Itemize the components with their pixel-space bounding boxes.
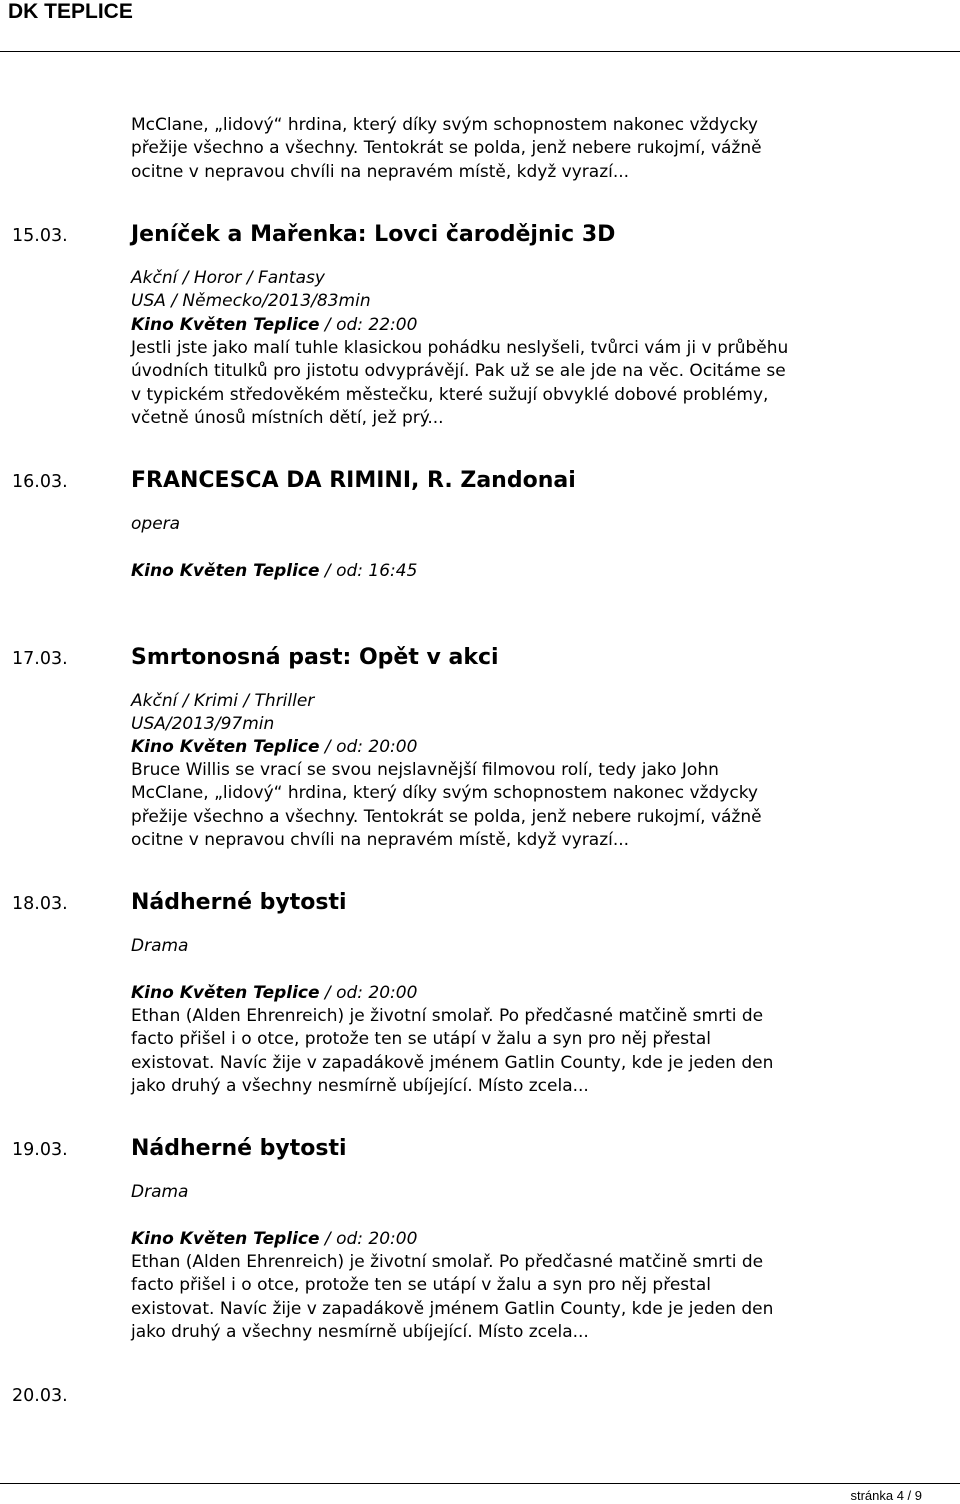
event-genre: opera <box>131 514 181 534</box>
event-time-label: / od: <box>319 1229 369 1249</box>
event-title: FRANCESCA DA RIMINI, R. Zandonai <box>131 468 576 493</box>
event-date: 18.03. <box>12 894 68 914</box>
event-time-label: / od: <box>319 737 369 757</box>
event-venue: Kino Květen Teplice <box>131 561 320 581</box>
event-genre: Drama <box>131 936 189 956</box>
page-number: stránka 4 / 9 <box>850 1488 922 1503</box>
event-genre: Akční / Krimi / Thriller <box>131 691 315 711</box>
event-venue: Kino Květen Teplice <box>131 315 320 335</box>
event-venue: Kino Květen Teplice <box>131 1229 320 1249</box>
event-time: 16:45 <box>368 561 418 581</box>
event-time-label: / od: <box>319 315 369 335</box>
event-venue-line <box>131 982 417 1005</box>
event-time-label: / od: <box>319 561 369 581</box>
event-time-label: / od: <box>319 983 369 1003</box>
event-title: Nádherné bytosti <box>131 1136 347 1161</box>
page-header <box>0 0 960 54</box>
event-time: 20:00 <box>368 737 418 757</box>
event-date: 17.03. <box>12 649 68 669</box>
event-time: 20:00 <box>368 1229 418 1249</box>
event-title: Nádherné bytosti <box>131 890 347 915</box>
event-time: 20:00 <box>368 983 418 1003</box>
event-description: Ethan (Alden Ehrenreich) je životní smolař. Po předčasné matčině smrti de facto přišel i o otce, protože ten se utápí v žalu a syn pro něj přestal existovat. Navíc žije v zapadákově jménem Gatlin County, kde je jeden den jako druhý a všechny nesmírně ubíjející. Místo zcela... <box>131 1006 774 1097</box>
event-venue-line <box>131 560 417 583</box>
event-meta: USA / Německo/2013/83min <box>131 291 371 311</box>
event-genre: Akční / Horor / Fantasy <box>131 268 325 288</box>
event-meta: USA/2013/97min <box>131 714 275 734</box>
header-divider <box>0 51 960 52</box>
event-venue: Kino Květen Teplice <box>131 983 320 1003</box>
event-venue-line <box>131 736 417 759</box>
event-title: Smrtonosná past: Opět v akci <box>131 645 499 670</box>
event-date: 19.03. <box>12 1140 68 1160</box>
event-description: Ethan (Alden Ehrenreich) je životní smolař. Po předčasné matčině smrti de facto přišel i o otce, protože ten se utápí v žalu a syn pro něj přestal existovat. Navíc žije v zapadákově jménem Gatlin County, kde je jeden den jako druhý a všechny nesmírně ubíjející. Místo zcela... <box>131 1252 774 1343</box>
event-venue: Kino Květen Teplice <box>131 737 320 757</box>
site-title: DK TEPLICE <box>8 0 133 23</box>
event-description: Jestli jste jako malí tuhle klasickou pohádku neslyšeli, tvůrci vám ji v průběhu úvodních titulků pro jistotu odvyprávějí. Pak už se ale jde na věc. Ocitáme se v typickém středověkém městečku, které sužují obvyklé dobové problémy, včetně únosů místních dětí, jež prý... <box>131 338 789 429</box>
event-date: 20.03. <box>12 1386 68 1406</box>
event-title: Jeníček a Mařenka: Lovci čarodějnic 3D <box>131 222 616 247</box>
event-time: 22:00 <box>368 315 418 335</box>
event-genre: Drama <box>131 1182 189 1202</box>
event-venue-line <box>131 1228 417 1251</box>
event-date: 16.03. <box>12 472 68 492</box>
event-venue-line <box>131 314 417 337</box>
event-description: Bruce Willis se vrací se svou nejslavnější filmovou rolí, tedy jako John McClane, „lidový“ hrdina, který díky svým schopnostem nakonec vždycky přežije všechno a všechny. Tentokrát se polda, jenž nebere rukojmí, vážně ocitne v nepravou chvíli na nepravém místě, když vyrazí... <box>131 760 762 851</box>
footer-divider <box>0 1483 960 1484</box>
event-date: 15.03. <box>12 226 68 246</box>
continued-description: McClane, „lidový“ hrdina, který díky svým schopnostem nakonec vždycky přežije všechno a všechny. Tentokrát se polda, jenž nebere rukojmí, vážně ocitne v nepravou chvíli na nepravém místě, když vyrazí... <box>131 115 762 182</box>
